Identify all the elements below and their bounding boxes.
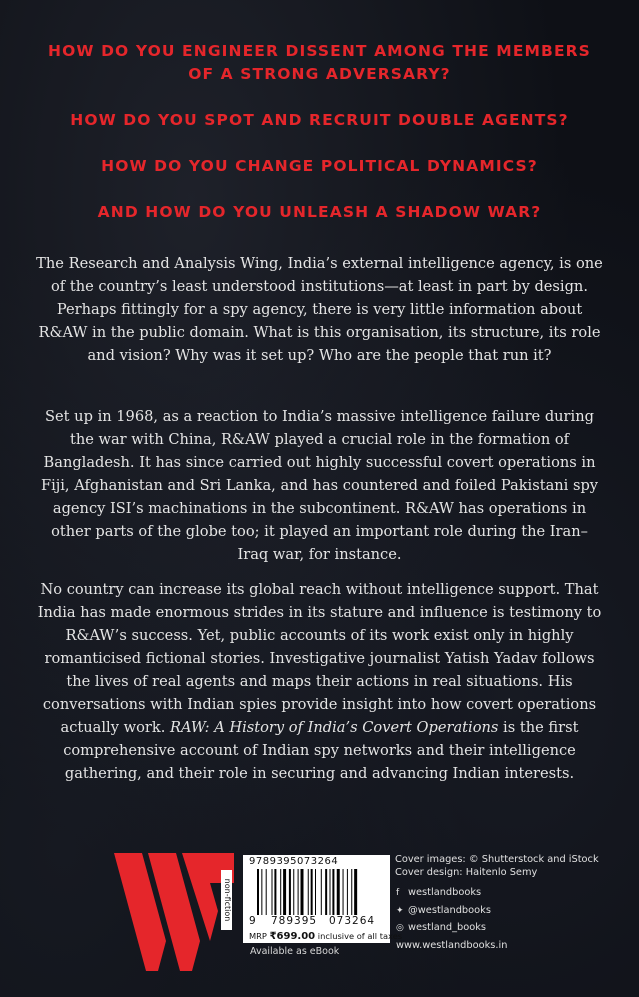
mrp-price bbox=[243, 929, 403, 943]
credit-design: Cover design: Haitenlo Semy bbox=[395, 867, 538, 878]
questions-block bbox=[0, 40, 639, 247]
isbn-top: 9789395073264 bbox=[249, 856, 339, 867]
ebook-note: Available as eBook bbox=[250, 946, 340, 957]
westland-logo bbox=[114, 853, 234, 971]
isbn-bottom-3: 073264 bbox=[329, 915, 376, 927]
facebook-handle: westlandbooks bbox=[408, 887, 482, 898]
mrp-note: inclusive of all taxes bbox=[315, 931, 403, 941]
twitter-link[interactable] bbox=[396, 902, 626, 920]
facebook-link[interactable] bbox=[396, 884, 626, 902]
barcode-panel bbox=[243, 855, 403, 943]
question-4: AND HOW DO YOU UNLEASH A SHADOW WAR? bbox=[97, 203, 542, 221]
blurb-paragraph-3 bbox=[36, 578, 603, 785]
publisher-contacts bbox=[396, 884, 626, 954]
question-3: HOW DO YOU CHANGE POLITICAL DYNAMICS? bbox=[101, 157, 538, 175]
isbn-bottom-1: 9 bbox=[249, 915, 256, 927]
twitter-handle: @westlandbooks bbox=[408, 904, 491, 916]
blurb-paragraph-3-end: is the first comprehensive account of Indian spy networks and their intelligence gathering, and their role in securing and advancing Indian interests. bbox=[63, 719, 579, 782]
question-2: HOW DO YOU SPOT AND RECRUIT DOUBLE AGENTS? bbox=[70, 111, 569, 129]
barcode-bars bbox=[257, 869, 377, 915]
blurb-paragraph-1: The Research and Analysis Wing, India’s external intelligence agency, is one of the country’s least understood institutions—at least in part by design. Perhaps fittingly for a spy agency, there is very little information about R&AW in the public domain. What is this organisation, its structure, its role and vision? Why was it set up? Who are the people that run it? bbox=[36, 255, 603, 364]
category-label: non-fiction bbox=[221, 870, 232, 930]
instagram-link[interactable] bbox=[396, 919, 626, 937]
website-url: www.westlandbooks.in bbox=[396, 939, 508, 951]
question-1: HOW DO YOU ENGINEER DISSENT AMONG THE MEMBERS OF A STRONG ADVERSARY? bbox=[48, 42, 591, 83]
credit-images: Cover images: © Shutterstock and iStock bbox=[395, 854, 599, 865]
blurb-paragraph-3-start: No country can increase its global reach without intelligence support. That India has made enormous strides in its stature and influence is testimony to R&AW’s success. Yet, public accounts of its work exist only in highly romanticised fictional stories. Investigative journalist Yatish Yadav follows the lives of real agents and maps their actions in real situations. His conversations with Indian spies provide insight into how covert operations actually work. bbox=[37, 581, 602, 736]
isbn-bottom-2: 789395 bbox=[271, 915, 318, 927]
mrp-amount: ₹699.00 bbox=[269, 931, 316, 942]
cover-credits bbox=[395, 853, 635, 879]
mrp-label: MRP bbox=[249, 931, 270, 941]
instagram-handle: westland_books bbox=[408, 922, 487, 933]
book-title: RAW: A History of India’s Covert Operations bbox=[169, 719, 499, 736]
instagram-icon: ◎ bbox=[396, 923, 404, 933]
blurb-paragraph-2: Set up in 1968, as a reaction to India’s massive intelligence failure during the war with China, R&AW played a crucial role in the formation of Bangladesh. It has since carried out highly successful covert operations in Fiji, Afghanistan and Sri Lanka, and has countered and foiled Pakistani spy agency ISI’s machinations in the subcontinent. R&AW has operations in other parts of the globe too; it played an important role during the Iran–Iraq war, for instance. bbox=[40, 408, 599, 563]
twitter-icon: ✦ bbox=[396, 905, 404, 916]
facebook-icon: f bbox=[396, 888, 400, 898]
website-link[interactable] bbox=[396, 937, 626, 955]
